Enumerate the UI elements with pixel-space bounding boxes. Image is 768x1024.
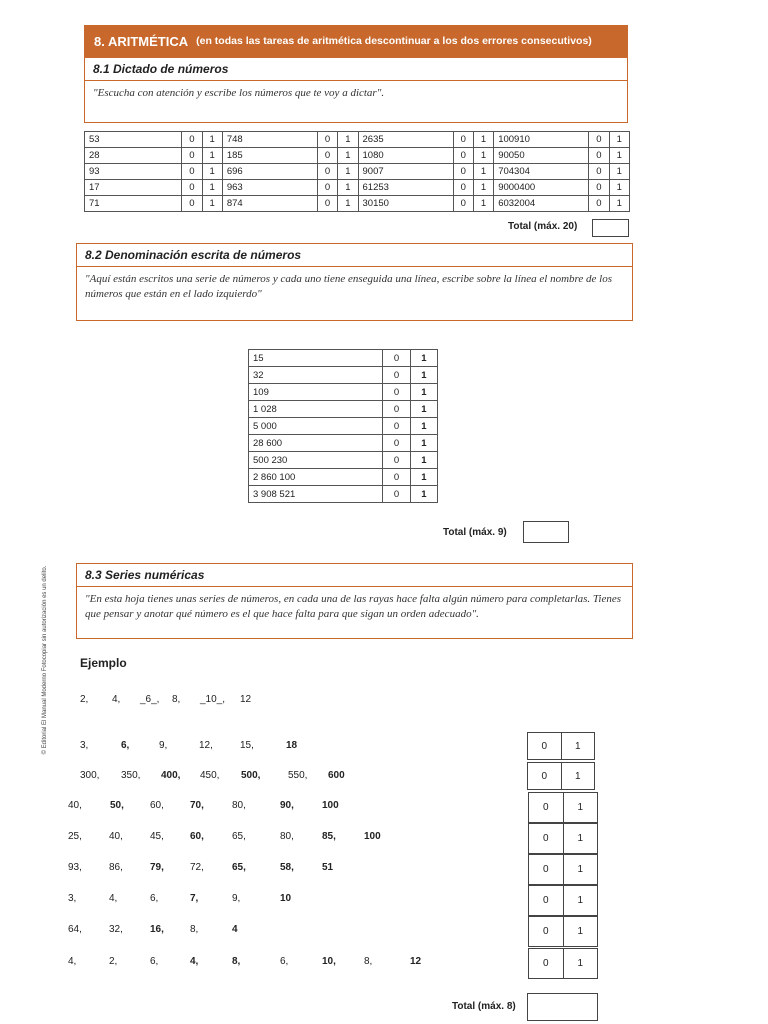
score-cell[interactable]: 1 [609, 180, 629, 196]
score-cell[interactable]: 1 [563, 949, 598, 978]
naming-row [249, 367, 438, 384]
series-token: 100 [364, 831, 381, 842]
naming-number: 2 860 100 [249, 469, 383, 486]
naming-total-box[interactable] [523, 521, 569, 543]
section-title: 8. ARITMÉTICA [94, 33, 189, 49]
example-token: _10_, [200, 694, 226, 705]
score-cell[interactable]: 1 [609, 196, 629, 212]
dictation-number: 90050 [494, 148, 589, 164]
naming-row [249, 486, 438, 503]
series-token: 85, [322, 831, 336, 842]
series-token: 6, [150, 893, 159, 904]
series-token: 40, [68, 800, 82, 811]
series-token: 3, [80, 740, 89, 751]
naming-title: 8.2 Denominación escrita de números [77, 244, 632, 267]
dictation-total-box[interactable] [592, 219, 629, 237]
series-score-box [528, 854, 598, 885]
score-cell[interactable]: 0 [383, 350, 410, 367]
series-token: 51 [322, 862, 334, 873]
score-cell[interactable]: 0 [453, 132, 473, 148]
score-cell[interactable]: 1 [338, 180, 358, 196]
naming-row [249, 401, 438, 418]
score-cell[interactable]: 0 [542, 926, 549, 937]
dictation-number: 30150 [358, 196, 453, 212]
series-token: 10, [322, 956, 336, 967]
naming-row [249, 350, 438, 367]
naming-row [249, 469, 438, 486]
dictation-number: 9000400 [494, 180, 589, 196]
copyright-notice [38, 525, 52, 795]
dictation-number: 71 [85, 196, 182, 212]
naming-number: 500 230 [249, 452, 383, 469]
series-token: 6, [150, 956, 159, 967]
series-total-box[interactable] [527, 993, 598, 1021]
score-cell[interactable]: 0 [182, 180, 202, 196]
series-token: 3, [68, 893, 77, 904]
score-cell[interactable]: 0 [542, 833, 549, 844]
series-token: 9, [232, 893, 241, 904]
series-token: 4 [232, 924, 238, 935]
score-cell[interactable]: 0 [383, 418, 410, 435]
score-cell[interactable]: 1 [338, 148, 358, 164]
series-token: 25, [68, 831, 82, 842]
series-token: 70, [190, 800, 204, 811]
series-token: 93, [68, 862, 82, 873]
dictation-row [85, 164, 630, 180]
naming-instruction: "Aquí están escritos una serie de números y cada uno tiene enseguida una línea, escribe sobre la línea el nombre de los números que están en el lado izquierdo" [85, 273, 613, 300]
score-cell[interactable]: 0 [453, 196, 473, 212]
naming-number: 5 000 [249, 418, 383, 435]
naming-row [249, 435, 438, 452]
score-cell[interactable]: 0 [589, 180, 609, 196]
score-cell[interactable]: 1 [563, 824, 598, 853]
score-cell[interactable]: 1 [410, 435, 437, 452]
copyright-text: © Editorial El Manual Moderno Fotocopiar sin autorización es un delito. [42, 565, 48, 755]
series-token: 58, [280, 862, 294, 873]
score-cell[interactable]: 1 [202, 180, 222, 196]
series-token: 350, [121, 770, 141, 781]
score-cell[interactable]: 1 [410, 469, 437, 486]
series-token: 86, [109, 862, 123, 873]
series-token: 50, [110, 800, 124, 811]
score-cell[interactable]: 0 [542, 895, 549, 906]
section-subtitle: (en todas las tareas de aritmética descontinuar a los dos errores consecutivos) [196, 35, 592, 47]
series-token: 45, [150, 831, 164, 842]
score-cell[interactable]: 0 [542, 864, 549, 875]
naming-row [249, 384, 438, 401]
series-token: 4, [190, 956, 199, 967]
series-token: 65, [232, 831, 246, 842]
score-cell[interactable]: 0 [589, 196, 609, 212]
score-cell[interactable]: 1 [202, 132, 222, 148]
dictation-title: 8.1 Dictado de números [85, 58, 627, 81]
score-cell[interactable]: 1 [473, 148, 493, 164]
series-instruction: "En esta hoja tienes unas series de números, en cada una de las rayas hace falta algún número para completarlas. Tienes que pensar y anotar qué número es el que hace falta para que sigan un orden adecuado". [85, 593, 622, 620]
score-cell[interactable]: 0 [383, 384, 410, 401]
naming-number: 3 908 521 [249, 486, 383, 503]
series-token: 550, [288, 770, 308, 781]
score-cell[interactable]: 1 [473, 196, 493, 212]
score-cell[interactable]: 1 [473, 180, 493, 196]
score-cell[interactable]: 0 [453, 164, 473, 180]
score-cell[interactable]: 0 [182, 164, 202, 180]
score-cell[interactable]: 1 [563, 855, 598, 884]
example-token: _6_, [140, 694, 160, 705]
dictation-number: 100910 [494, 132, 589, 148]
dictation-table [84, 131, 630, 212]
naming-number: 109 [249, 384, 383, 401]
series-token: 40, [109, 831, 123, 842]
dictation-number: 963 [222, 180, 317, 196]
score-cell[interactable]: 1 [561, 733, 595, 759]
score-cell[interactable]: 0 [182, 196, 202, 212]
score-cell[interactable]: 1 [410, 452, 437, 469]
score-cell[interactable]: 0 [317, 132, 337, 148]
score-cell[interactable]: 1 [338, 164, 358, 180]
dictation-number: 748 [222, 132, 317, 148]
series-token: 80, [280, 831, 294, 842]
score-cell[interactable]: 0 [182, 132, 202, 148]
score-cell[interactable]: 1 [563, 917, 598, 946]
score-cell[interactable]: 1 [609, 164, 629, 180]
series-token: 4, [109, 893, 118, 904]
series-token: 600 [328, 770, 345, 781]
series-token: 7, [190, 893, 199, 904]
dictation-number: 6032004 [494, 196, 589, 212]
series-score-box [528, 823, 598, 854]
series-token: 65, [232, 862, 246, 873]
score-cell[interactable]: 0 [453, 180, 473, 196]
score-cell[interactable]: 0 [589, 132, 609, 148]
dictation-instruction: "Escucha con atención y escribe los números que te voy a dictar". [93, 87, 385, 99]
series-score-box [527, 762, 595, 790]
series-token: 6, [280, 956, 289, 967]
score-cell[interactable]: 0 [182, 148, 202, 164]
series-score-box [528, 792, 598, 823]
score-cell[interactable]: 0 [542, 958, 549, 969]
series-score-box [527, 732, 595, 760]
score-cell[interactable]: 0 [589, 164, 609, 180]
naming-row [249, 452, 438, 469]
dictation-total-label: Total (máx. 20) [508, 221, 578, 232]
score-cell[interactable]: 0 [542, 802, 549, 813]
score-cell[interactable]: 0 [541, 740, 548, 752]
score-cell[interactable]: 1 [473, 164, 493, 180]
series-score-box [528, 948, 598, 979]
series-token: 64, [68, 924, 82, 935]
score-cell[interactable]: 0 [383, 486, 410, 503]
score-cell[interactable]: 1 [563, 886, 598, 915]
example-token: 2, [80, 694, 89, 705]
naming-row [249, 418, 438, 435]
score-cell[interactable]: 1 [609, 132, 629, 148]
score-cell[interactable]: 0 [541, 770, 548, 782]
dictation-number: 53 [85, 132, 182, 148]
dictation-instructions-box [84, 57, 628, 123]
example-token: 12 [240, 694, 252, 705]
series-total-label: Total (máx. 8) [452, 1001, 516, 1012]
series-token: 8, [232, 956, 241, 967]
naming-number: 1 028 [249, 401, 383, 418]
naming-total-label: Total (máx. 9) [443, 527, 507, 538]
series-token: 2, [109, 956, 118, 967]
dictation-number: 9007 [358, 164, 453, 180]
score-cell[interactable]: 1 [410, 350, 437, 367]
score-cell[interactable]: 0 [317, 148, 337, 164]
dictation-number: 874 [222, 196, 317, 212]
score-cell[interactable]: 1 [338, 196, 358, 212]
series-token: 60, [150, 800, 164, 811]
score-cell[interactable]: 1 [563, 793, 598, 822]
score-cell[interactable]: 1 [202, 164, 222, 180]
series-token: 12 [410, 956, 422, 967]
series-token: 80, [232, 800, 246, 811]
series-token: 6, [121, 740, 130, 751]
score-cell[interactable]: 1 [410, 367, 437, 384]
series-score-box [528, 885, 598, 916]
series-instructions-box [76, 563, 633, 639]
series-token: 79, [150, 862, 164, 873]
series-token: 100 [322, 800, 339, 811]
dictation-number: 704304 [494, 164, 589, 180]
series-token: 8, [190, 924, 199, 935]
example-label: Ejemplo [80, 656, 127, 670]
dictation-row [85, 148, 630, 164]
series-token: 4, [68, 956, 77, 967]
score-cell[interactable]: 0 [383, 435, 410, 452]
series-token: 10 [280, 893, 292, 904]
dictation-row [85, 196, 630, 212]
series-title: 8.3 Series numéricas [77, 564, 632, 587]
series-token: 18 [286, 740, 298, 751]
score-cell[interactable]: 0 [383, 367, 410, 384]
dictation-number: 2635 [358, 132, 453, 148]
series-token: 9, [159, 740, 168, 751]
dictation-row [85, 132, 630, 148]
dictation-row [85, 180, 630, 196]
series-token: 72, [190, 862, 204, 873]
series-token: 15, [240, 740, 254, 751]
score-cell[interactable]: 1 [473, 132, 493, 148]
score-cell[interactable]: 0 [383, 452, 410, 469]
section-header [84, 25, 628, 57]
naming-number: 32 [249, 367, 383, 384]
score-cell[interactable]: 1 [410, 418, 437, 435]
score-cell[interactable]: 0 [453, 148, 473, 164]
score-cell[interactable]: 1 [202, 148, 222, 164]
score-cell[interactable]: 1 [410, 401, 437, 418]
naming-table [248, 349, 438, 503]
series-token: 500, [241, 770, 261, 781]
score-cell[interactable]: 1 [410, 486, 437, 503]
series-token: 32, [109, 924, 123, 935]
score-cell[interactable]: 0 [317, 180, 337, 196]
series-token: 400, [161, 770, 181, 781]
score-cell[interactable]: 1 [202, 196, 222, 212]
series-token: 16, [150, 924, 164, 935]
series-token: 90, [280, 800, 294, 811]
dictation-number: 696 [222, 164, 317, 180]
score-cell[interactable]: 1 [609, 148, 629, 164]
series-token: 450, [200, 770, 220, 781]
series-token: 300, [80, 770, 100, 781]
series-token: 8, [364, 956, 373, 967]
series-score-box [528, 916, 598, 947]
series-token: 12, [199, 740, 213, 751]
naming-number: 15 [249, 350, 383, 367]
dictation-number: 28 [85, 148, 182, 164]
score-cell[interactable]: 0 [589, 148, 609, 164]
score-cell[interactable]: 1 [338, 132, 358, 148]
score-cell[interactable]: 1 [410, 384, 437, 401]
score-cell[interactable]: 1 [561, 763, 595, 789]
naming-number: 28 600 [249, 435, 383, 452]
score-cell[interactable]: 0 [383, 469, 410, 486]
dictation-number: 61253 [358, 180, 453, 196]
score-cell[interactable]: 0 [317, 164, 337, 180]
dictation-number: 93 [85, 164, 182, 180]
example-token: 8, [172, 694, 181, 705]
naming-instructions-box [76, 243, 633, 321]
score-cell[interactable]: 0 [317, 196, 337, 212]
dictation-number: 17 [85, 180, 182, 196]
example-token: 4, [112, 694, 121, 705]
dictation-number: 1080 [358, 148, 453, 164]
series-token: 60, [190, 831, 204, 842]
dictation-number: 185 [222, 148, 317, 164]
score-cell[interactable]: 0 [383, 401, 410, 418]
